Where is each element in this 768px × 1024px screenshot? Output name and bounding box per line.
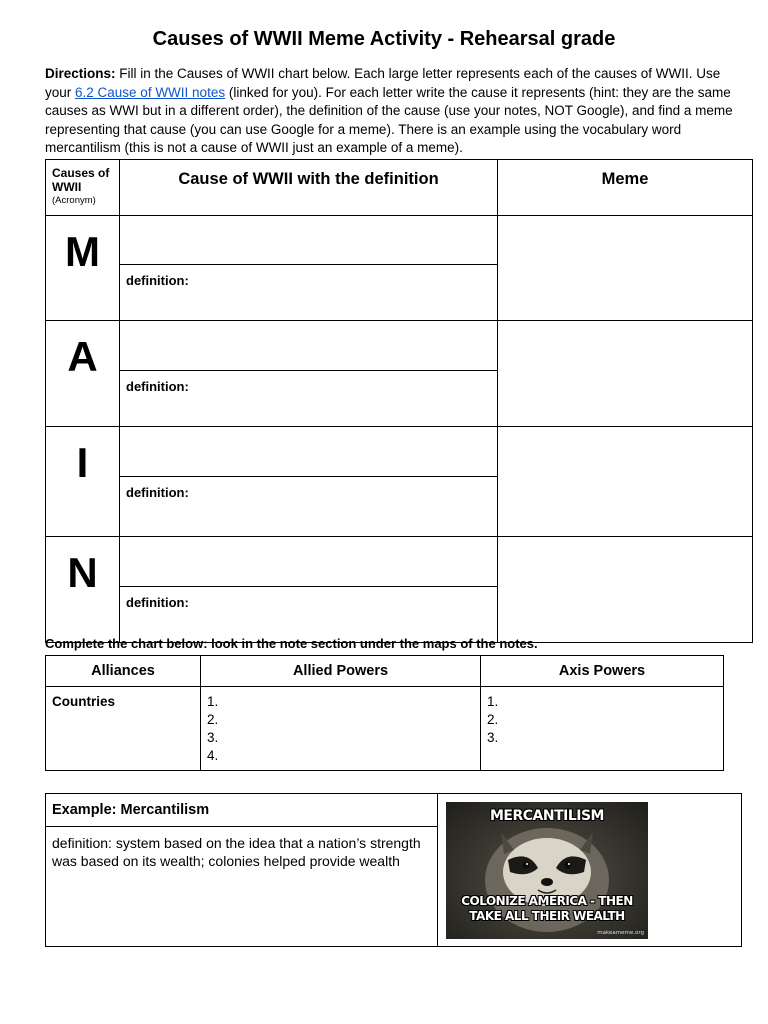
header-causes — [46, 160, 120, 216]
list-item: 2. — [487, 712, 499, 727]
definition-label: definition: — [126, 595, 189, 610]
example-meme-cell — [438, 794, 742, 947]
definition-label: definition: — [126, 379, 189, 394]
example-table — [45, 793, 742, 947]
alliances-header-row — [46, 656, 724, 687]
alliances-table — [45, 655, 724, 771]
header-causes-label: Causes of WWII — [52, 166, 110, 194]
directions-label: Directions: — [45, 66, 116, 81]
page-title: Causes of WWII Meme Activity - Rehearsal grade — [152, 28, 616, 50]
meme-top-text: MERCANTILISM — [489, 808, 604, 824]
header-meme: Meme — [498, 160, 753, 216]
causes-table-header — [46, 160, 753, 216]
meme-bottom-text: COLONIZE AMERICA - THEN TAKE ALL THEIR WEALTH — [461, 894, 633, 923]
example-title: Example: Mercantilism — [46, 794, 438, 827]
countries-label: Countries — [46, 687, 201, 771]
header-acronym: (Acronym) — [52, 195, 96, 206]
definition-cell-a[interactable] — [120, 371, 498, 427]
meme-cell-n[interactable] — [498, 537, 753, 643]
cause-row-i — [46, 427, 753, 477]
example-title-row — [46, 794, 742, 827]
meme-watermark: makeameme.org — [597, 930, 644, 936]
cause-row-n — [46, 537, 753, 587]
notes-link[interactable]: 6.2 Cause of WWII notes — [75, 84, 226, 100]
axis-powers-cell[interactable] — [481, 687, 724, 771]
meme-cell-m[interactable] — [498, 216, 753, 321]
directions-text-1: Fill in the Causes of WWII chart below. Each large letter represents each of the causes of WWII. Use your — [45, 66, 721, 100]
letter-n: N — [46, 537, 120, 643]
meme-cell-a[interactable] — [498, 321, 753, 427]
causes-table — [45, 159, 753, 643]
allied-powers-list — [207, 693, 480, 765]
example-definition: definition: system based on the idea that a nation’s strength was based on its wealth; colonies helped provide wealth — [46, 827, 438, 947]
cause-input-m[interactable] — [120, 216, 498, 265]
header-axis-powers: Axis Powers — [481, 656, 724, 687]
definition-label: definition: — [126, 273, 189, 288]
definition-cell-m[interactable] — [120, 265, 498, 321]
directions-paragraph — [45, 65, 735, 158]
cause-input-i[interactable] — [120, 427, 498, 477]
axis-powers-list — [487, 693, 723, 747]
definition-label: definition: — [126, 485, 189, 500]
cause-input-n[interactable] — [120, 537, 498, 587]
list-item: 4. — [207, 748, 219, 763]
header-allied-powers: Allied Powers — [201, 656, 481, 687]
list-item: 1. — [487, 694, 499, 709]
cause-row-a — [46, 321, 753, 371]
list-item: 2. — [207, 712, 219, 727]
directions-text-2: (linked for you). For each letter write the cause it represents (hint: they are the same causes as WWI but in a different order), the definition of the cause (use your notes, NOT Google), and find a meme representing that cause (you can use Google for a meme). There is an example using the vocabulary word mercantilism (this is not a cause of WWII just an example of a meme). — [45, 84, 733, 155]
list-item: 3. — [207, 730, 219, 745]
raccoon-meme-image — [446, 802, 648, 939]
letter-a: A — [46, 321, 120, 427]
definition-cell-i[interactable] — [120, 477, 498, 537]
header-alliances: Alliances — [46, 656, 201, 687]
cause-input-a[interactable] — [120, 321, 498, 371]
cause-row-m — [46, 216, 753, 265]
list-item: 3. — [487, 730, 499, 745]
definition-cell-n[interactable] — [120, 587, 498, 643]
allied-powers-cell[interactable] — [201, 687, 481, 771]
meme-cell-i[interactable] — [498, 427, 753, 537]
list-item: 1. — [207, 694, 219, 709]
countries-row — [46, 687, 724, 771]
header-cause-definition: Cause of WWII with the definition — [120, 160, 498, 216]
letter-i: I — [46, 427, 120, 537]
alliance-chart-caption: Complete the chart below: look in the note section under the maps of the notes. — [45, 636, 538, 651]
letter-m: M — [46, 216, 120, 321]
